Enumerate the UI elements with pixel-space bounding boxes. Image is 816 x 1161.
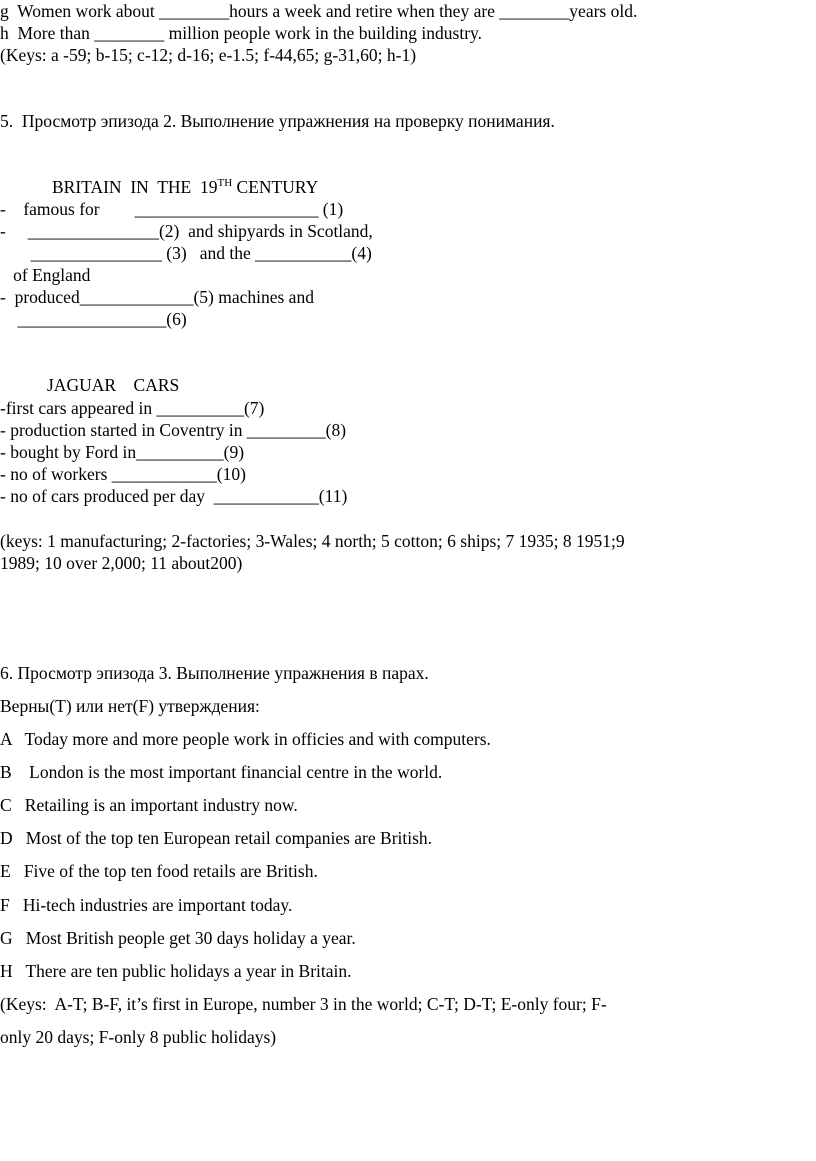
statement-e: E Five of the top ten food retails are British. xyxy=(0,861,318,881)
britain-title-main: BRITAIN IN THE 19 xyxy=(52,177,218,197)
jaguar-title: JAGUAR CARS xyxy=(47,375,180,395)
exercise-line-h: h More than ________ million people work in the building industry. xyxy=(0,23,483,43)
section6-heading: 6. Просмотр эпизода 3. Выполнение упражнения в парах. xyxy=(0,663,429,683)
britain-title-sup: TH xyxy=(217,177,233,190)
statement-c: C Retailing is an important industry now. xyxy=(0,795,298,815)
section5-keys-line-1: (keys: 1 manufacturing; 2-factories; 3-Wales; 4 north; 5 cotton; 6 ships; 7 1935; 8 1951;9 xyxy=(0,531,625,551)
britain-title xyxy=(52,176,318,198)
section5-keys-line-2: 1989; 10 over 2,000; 11 about200) xyxy=(0,553,243,573)
britain-line-1: - famous for _____________________ (1) xyxy=(0,199,344,219)
britain-title-end: CENTURY xyxy=(232,177,319,197)
statement-h: H There are ten public holidays a year in Britain. xyxy=(0,961,352,981)
statement-d: D Most of the top ten European retail companies are British. xyxy=(0,828,433,848)
britain-line-5: - produced_____________(5) machines and xyxy=(0,287,314,307)
statement-f: F Hi-tech industries are important today. xyxy=(0,895,293,915)
britain-line-3: _______________ (3) and the ___________(4) xyxy=(0,243,372,263)
britain-line-6: _________________(6) xyxy=(0,309,187,329)
exercise-line-g: g Women work about ________hours a week and retire when they are ________years old. xyxy=(0,1,638,21)
jaguar-line-11: - no of cars produced per day ____________(11) xyxy=(0,486,348,506)
section6-keys-line-1: (Keys: A-T; B-F, it’s first in Europe, number 3 in the world; C-T; D-T; E-only four; F- xyxy=(0,994,607,1014)
statement-a: A Today more and more people work in officies and with computers. xyxy=(0,729,491,749)
jaguar-line-7: -first cars appeared in __________(7) xyxy=(0,398,265,418)
jaguar-line-10: - no of workers ____________(10) xyxy=(0,464,246,484)
statement-b: B London is the most important financial centre in the world. xyxy=(0,762,443,782)
jaguar-line-9: - bought by Ford in__________(9) xyxy=(0,442,245,462)
britain-line-2: - _______________(2) and shipyards in Scotland, xyxy=(0,221,373,241)
section6-keys-line-2: only 20 days; F-only 8 public holidays) xyxy=(0,1027,277,1047)
statement-g: G Most British people get 30 days holiday a year. xyxy=(0,928,356,948)
section5-heading: 5. Просмотр эпизода 2. Выполнение упражнения на проверку понимания. xyxy=(0,111,555,131)
section4-keys: (Keys: a -59; b-15; c-12; d-16; e-1.5; f-44,65; g-31,60; h-1) xyxy=(0,45,417,65)
section6-instruction: Верны(T) или нет(F) утверждения: xyxy=(0,696,260,716)
britain-line-4: of England xyxy=(0,265,91,285)
jaguar-line-8: - production started in Coventry in _________(8) xyxy=(0,420,347,440)
